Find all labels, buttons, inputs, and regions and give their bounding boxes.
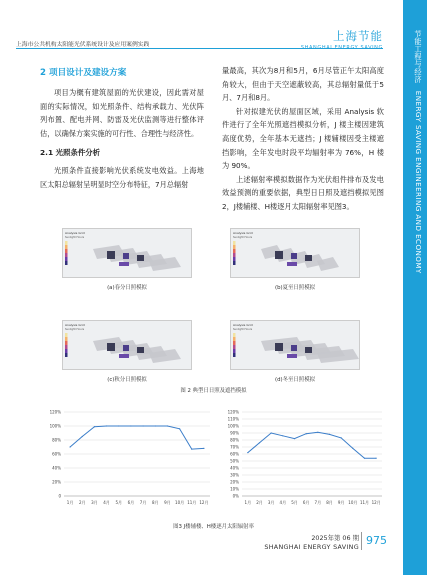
legend-swatch xyxy=(65,257,68,261)
journal-brand-cn: 上海节能 xyxy=(333,29,383,43)
data-point xyxy=(191,449,192,450)
data-point xyxy=(94,426,95,427)
building-block xyxy=(275,343,283,351)
data-point xyxy=(247,452,248,453)
y-tick-label: 30% xyxy=(230,472,239,478)
y-tick-label: 80% xyxy=(52,437,61,443)
legend-swatch xyxy=(233,241,236,245)
data-point xyxy=(282,435,283,436)
legend-swatch xyxy=(233,341,236,345)
x-tick-label: 1月 xyxy=(66,500,74,505)
paragraph: 项目为概有建筑屋面的光伏建设，因此需对屋面的实际情况，如光照条件、结构承载力、光伏阵列布置、配电并网、防雷及光伏监测等进行整体评估，以确保方案实施的可行性、合理性与经济性。 xyxy=(40,88,204,138)
figure-3-caption: 图3 J楼辅楼、H楼逐月太阳辐射率 xyxy=(173,524,254,530)
y-tick-label: 20% xyxy=(52,479,61,485)
map-grid-title: Analysis Grid xyxy=(233,231,253,235)
x-tick-label: 5月 xyxy=(115,500,123,505)
data-point xyxy=(155,425,156,426)
x-tick-label: 3月 xyxy=(267,500,275,505)
chart-jlou-radiation xyxy=(34,404,214,516)
legend-swatch xyxy=(65,345,68,349)
x-tick-label: 2月 xyxy=(256,500,263,505)
x-tick-label: 9月 xyxy=(164,500,171,505)
map-grid-subtitle: Sunlight Hours xyxy=(65,236,85,239)
legend-swatch xyxy=(233,249,236,253)
building-block xyxy=(291,345,297,351)
building-block xyxy=(137,255,144,261)
y-tick-label: 70% xyxy=(230,444,239,450)
right-text-column xyxy=(222,64,384,214)
legend-swatch xyxy=(65,253,68,257)
building-block xyxy=(275,251,283,259)
y-tick-label: 100% xyxy=(49,423,61,429)
legend-swatch xyxy=(233,245,236,249)
legend-swatch xyxy=(65,341,68,345)
data-point xyxy=(118,425,119,426)
simulation-map-panel-d xyxy=(230,320,360,370)
legend-swatch xyxy=(233,345,236,349)
y-tick-label: 0 xyxy=(58,493,61,499)
x-tick-label: 3月 xyxy=(91,500,98,505)
figure-2-caption: 图 2 典型日日照及遮挡模拟 xyxy=(180,388,247,394)
building-block xyxy=(123,345,129,351)
legend-swatch xyxy=(233,257,236,261)
y-tick-label: 10% xyxy=(230,486,239,492)
map-grid-subtitle: Sunlight Hours xyxy=(233,328,253,331)
simulation-map-image xyxy=(231,229,359,277)
x-tick-label: 11月 xyxy=(359,500,370,505)
x-tick-label: 10月 xyxy=(348,500,358,505)
building-block xyxy=(107,251,115,259)
x-tick-label: 4月 xyxy=(103,500,110,505)
section-heading: 2 项目设计及建设方案 xyxy=(40,68,127,78)
legend-swatch xyxy=(65,353,68,357)
data-point xyxy=(294,438,295,439)
panel-caption: (d)冬至日照模拟 xyxy=(275,377,315,383)
y-tick-label: 60% xyxy=(230,451,239,457)
legend-swatch xyxy=(233,353,236,357)
map-grid-subtitle: Sunlight Hours xyxy=(233,236,253,239)
line-chart-svg xyxy=(34,404,214,516)
issue-label: 2025年第 06 期 xyxy=(311,534,359,542)
x-tick-label: 12月 xyxy=(199,500,209,505)
y-tick-label: 80% xyxy=(230,437,239,443)
simulation-map-panel-c xyxy=(62,320,192,370)
panel-caption: (c)秋分日照模拟 xyxy=(107,377,147,383)
x-tick-label: 8月 xyxy=(326,500,333,505)
data-point xyxy=(376,458,377,459)
y-tick-label: 110% xyxy=(227,416,239,422)
y-tick-label: 40% xyxy=(230,465,239,471)
simulation-map-image xyxy=(63,321,191,369)
data-point xyxy=(329,434,330,435)
subsection-heading: 2.1 光照条件分析 xyxy=(40,148,101,158)
data-point xyxy=(352,448,353,449)
panel-caption: (a)春分日照模拟 xyxy=(107,285,147,291)
legend-swatch xyxy=(65,337,68,341)
data-point xyxy=(259,442,260,443)
left-text-column xyxy=(40,66,204,192)
data-point xyxy=(179,428,180,429)
legend-swatch xyxy=(65,333,68,337)
legend-swatch xyxy=(233,261,236,265)
magazine-name: SHANGHAI ENERGY SAVING xyxy=(264,543,359,551)
legend-swatch xyxy=(233,337,236,341)
map-grid-title: Analysis Grid xyxy=(65,323,85,327)
paragraph: 量最高，其次为8月和5月，6月尽管正午太阳高度角较大，但由于天空遮蔽较高，其总辐射量低于5月、7月和8月。 xyxy=(222,66,384,103)
data-point xyxy=(82,436,83,437)
x-tick-label: 7月 xyxy=(314,500,322,505)
building-block xyxy=(137,347,144,353)
map-grid-subtitle: Sunlight Hours xyxy=(65,328,85,331)
building-block xyxy=(119,354,129,358)
paragraph: 上述辐射率模拟数据作为光伏组件排布及发电效益预测的重要依据，典型日日照及遮挡模拟见图2，J楼辅楼、H楼逐月太阳辐射率见图3。 xyxy=(222,174,384,211)
data-point xyxy=(306,433,307,434)
header-rule xyxy=(16,48,383,49)
x-tick-label: 7月 xyxy=(139,500,147,505)
running-header-title: 上海市公共机构太阳能光伏系统设计及应用案例实践 xyxy=(16,42,150,48)
map-grid-title: Analysis Grid xyxy=(233,323,253,327)
x-tick-label: 6月 xyxy=(302,500,310,505)
building-block xyxy=(123,253,129,259)
x-tick-label: 2月 xyxy=(78,500,86,505)
building-block xyxy=(305,347,312,353)
x-tick-label: 11月 xyxy=(187,500,197,505)
simulation-map-image xyxy=(231,321,359,369)
x-tick-label: 6月 xyxy=(127,500,135,505)
y-tick-label: 100% xyxy=(227,423,239,429)
legend-swatch xyxy=(233,253,236,257)
data-point xyxy=(317,432,318,433)
x-tick-label: 4月 xyxy=(279,500,287,505)
simulation-map-panel-a xyxy=(62,228,192,278)
paragraph: 光照条件直接影响光伏系统发电效益。上海地区太阳总辐射呈明显时空分布特征，7月总辐射 xyxy=(40,166,204,189)
series-line xyxy=(248,432,376,458)
legend-swatch xyxy=(233,349,236,353)
sidebar-section-label: 节能工程与经济 ENERGY SAVING ENGINEERING AND ECONOMY xyxy=(414,30,423,274)
legend-swatch xyxy=(65,349,68,353)
y-tick-label: 20% xyxy=(230,479,239,485)
legend-swatch xyxy=(65,249,68,253)
legend-swatch xyxy=(65,261,68,265)
data-point xyxy=(271,432,272,433)
data-point xyxy=(106,425,107,426)
data-point xyxy=(69,446,70,447)
x-tick-label: 5月 xyxy=(291,500,298,505)
y-tick-label: 60% xyxy=(52,451,61,457)
x-tick-label: 12月 xyxy=(371,500,381,505)
x-tick-label: 1月 xyxy=(244,500,252,505)
section-sidebar xyxy=(403,0,427,575)
simulation-map-panel-b xyxy=(230,228,360,278)
simulation-map-image xyxy=(63,229,191,277)
legend-swatch xyxy=(233,333,236,337)
paragraph: 针对拟建光伏的屋面区域，采用 Analysis 软件进行了全年光照遮挡模拟分析，J 楼主楼因建筑高度优势，全年基本无遮挡；J 楼辅楼因受主楼遮挡影响，全年发电时段平均辐射率为 76%，H 楼为 90%。 xyxy=(222,106,384,171)
footer-divider xyxy=(361,532,362,550)
panel-caption: (b)夏至日照模拟 xyxy=(275,285,315,291)
series-line xyxy=(70,426,204,449)
y-tick-label: 120% xyxy=(227,409,239,415)
y-tick-label: 0% xyxy=(232,493,239,499)
y-tick-label: 90% xyxy=(230,430,239,436)
data-point xyxy=(203,448,204,449)
building-block xyxy=(287,354,297,358)
page-number: 975 xyxy=(366,534,387,547)
data-point xyxy=(364,458,365,459)
y-tick-label: 50% xyxy=(230,458,239,464)
chart-hlou-radiation xyxy=(222,404,386,516)
data-point xyxy=(130,425,131,426)
x-tick-label: 9月 xyxy=(337,500,345,505)
y-tick-label: 120% xyxy=(49,409,61,415)
x-tick-label: 10月 xyxy=(175,500,185,505)
building-block xyxy=(107,343,115,351)
data-point xyxy=(142,425,143,426)
map-grid-title: Analysis Grid xyxy=(65,231,85,235)
legend-swatch xyxy=(65,241,68,245)
building-block xyxy=(119,262,129,266)
line-chart-svg xyxy=(222,404,386,516)
data-point xyxy=(167,425,168,426)
building-block xyxy=(291,253,297,259)
building-block xyxy=(305,255,312,261)
building-block xyxy=(287,262,297,266)
y-tick-label: 40% xyxy=(52,465,61,471)
data-point xyxy=(341,437,342,438)
x-tick-label: 8月 xyxy=(151,500,159,505)
legend-swatch xyxy=(65,245,68,249)
